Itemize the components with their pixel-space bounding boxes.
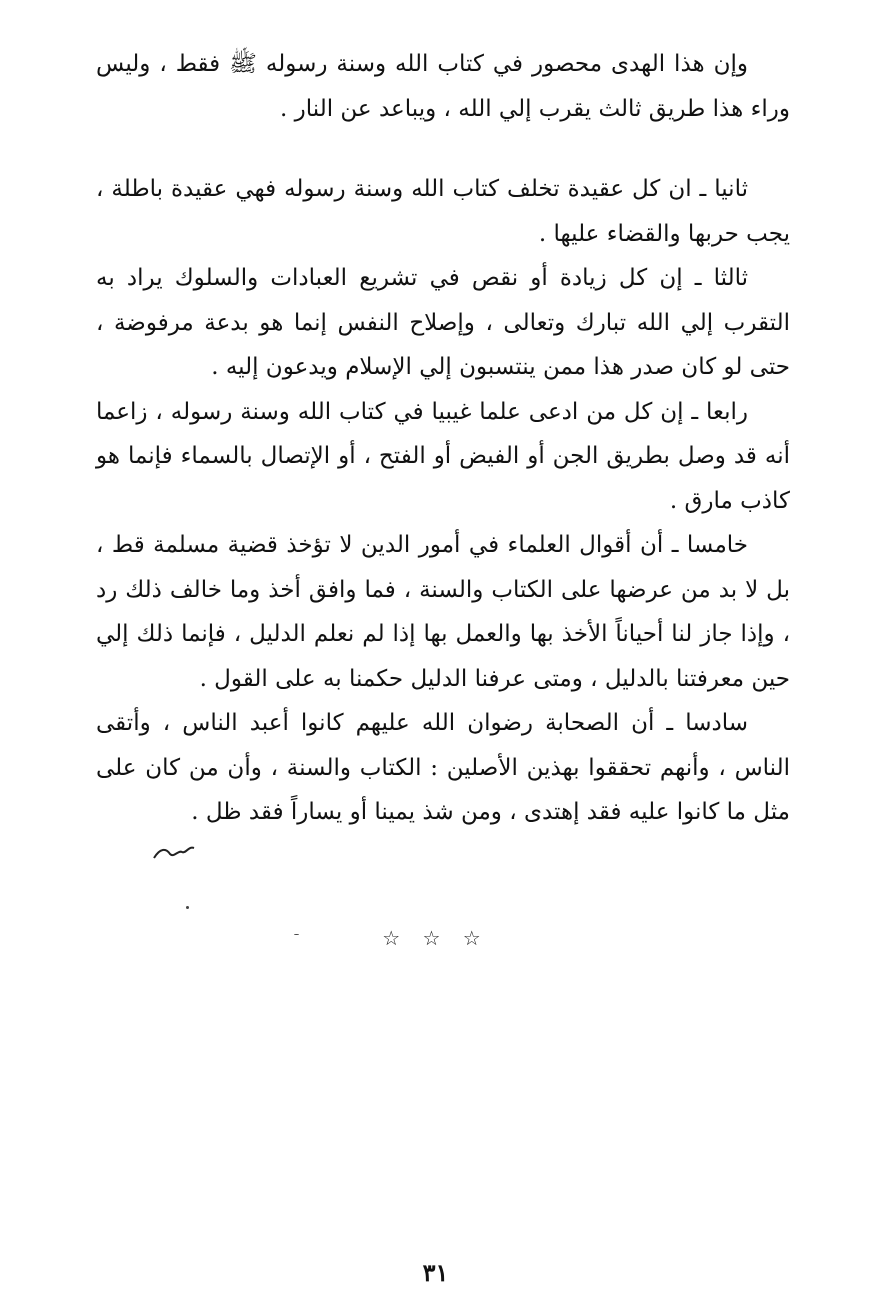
section-separator: ☆ ☆ ☆ [382, 926, 489, 950]
scan-speck [294, 934, 299, 935]
scan-speck [186, 906, 189, 909]
paragraph-third: ثالثا ـ إن كل زيادة أو نقص في تشريع العبادات والسلوك يراد به التقرب إلي الله تبارك وتعالى ، وإصلاح النفس إنما هو بدعة مرفوضة ، حتى لو كان صدر هذا ممن ينتسبون إلي الإسلام ويدعون إليه . [96, 265, 790, 380]
paragraph-fifth: خامسا ـ أن أقوال العلماء في أمور الدين لا تؤخذ قضية مسلمة قط ، بل لا بد من عرضها على الكتاب والسنة ، فما وافق أخذ وما خالف ذلك رد ، وإذا جاز لنا أحياناً الأخذ بها والعمل بها إذا لم نعلم الدليل ، فإنما ذلك إلي حين معرفتنا بالدليل ، ومتى عرفنا الدليل حكمنا به على القول . [96, 532, 790, 692]
paragraph-second: ثانيا ـ ان كل عقيدة تخلف كتاب الله وسنة رسوله فهي عقيدة باطلة ، يجب حربها والقضاء عليها . [96, 176, 790, 247]
page-number: ٣١ [422, 1258, 449, 1287]
paragraph-sixth: سادسا ـ أن الصحابة رضوان الله عليهم كانوا أعبد الناس ، وأتقى الناس ، وأنهم تحققوا بهذين الأصلين : الكتاب والسنة ، وأن من كان على مثل ما كانوا عليه فقد إهتدى ، ومن شذ يمينا أو يساراً فقد ظل . [96, 710, 790, 825]
paragraph-intro: وإن هذا الهدى محصور في كتاب الله وسنة رسوله ﷺ فقط ، وليس وراء هذا طريق ثالث يقرب إلي الله ، ويباعد عن النار . [96, 51, 790, 122]
paragraph-fourth: رابعا ـ إن كل من ادعى علما غيبيا في كتاب الله وسنة رسوله ، زاعما أنه قد وصل بطريق الجن أو الفيض أو الفتح ، أو الإتصال بالسماء فإنما هو كاذب مارق . [96, 398, 790, 514]
body-text [96, 42, 790, 835]
paragraph-gap [96, 131, 790, 167]
handwritten-mark [150, 840, 200, 864]
